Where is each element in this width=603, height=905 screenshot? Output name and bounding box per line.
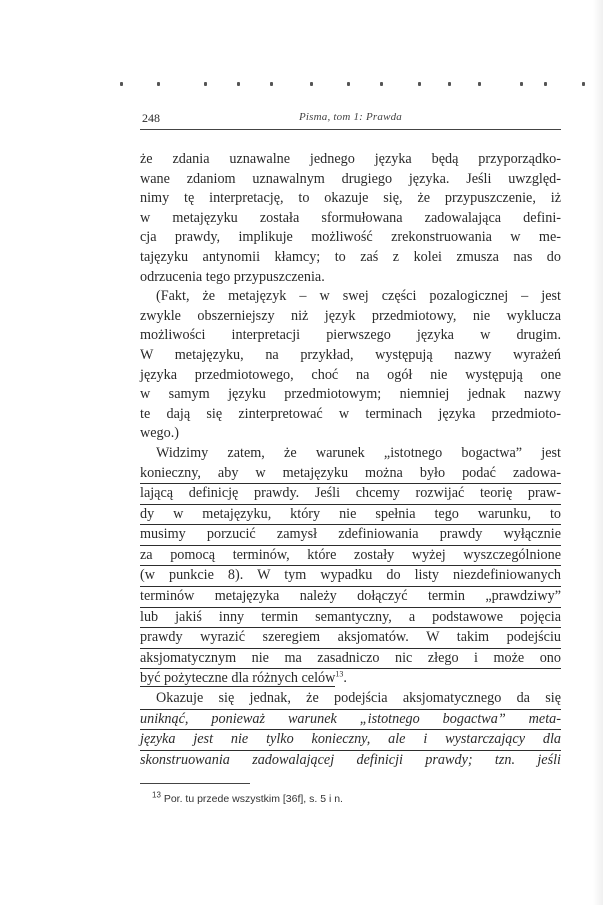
text-line: tajęzyku antynomii kłamcy; to zaś z kolei zmusza nas do <box>140 248 561 265</box>
footnote-text: Por. tu przede wszystkim [36f], s. 5 i n. <box>163 793 343 805</box>
underlined-line: dy w metajęzyku, który nie spełnia tego warunku, to <box>140 505 561 526</box>
underlined-line: lub jakiś inny termin semantyczny, a podstawowe pojęcia <box>140 608 561 629</box>
underlined-line: za pomocą terminów, które zostały wyżej wyszczególnione <box>140 546 561 567</box>
underlined-line: aksjomatycznym nie ma zasadniczo nic złego i może ono <box>140 649 561 670</box>
page-number: 248 <box>142 111 160 125</box>
paragraph-3 <box>140 444 561 689</box>
underlined-line: musimy porzucić zamysł zdefiniowania prawdy wyłącznie <box>140 525 561 546</box>
text-line: Widzimy zatem, że warunek „istotnego bogactwa” jest <box>156 444 561 461</box>
paragraph-2 <box>140 287 561 444</box>
text-line: nimy tę interpretację, to okazuje się, że przypuszczenie, iż <box>140 190 561 207</box>
body-text <box>140 150 561 770</box>
page-header <box>140 109 561 130</box>
footnote-rule <box>140 783 250 784</box>
underlined-line: (w punkcie 8). W tym wypadku do listy niezdefiniowanych <box>140 566 561 587</box>
underlined-line: uniknąć, ponieważ warunek „istotnego bogactwa” meta- <box>140 710 561 731</box>
page-edge-shadow <box>593 0 603 905</box>
text-line: że zdania uznawalne jednego języka będą przyporządko- <box>140 151 561 167</box>
running-title: Pisma, tom 1: Prawda <box>299 111 402 123</box>
footnote-marker: 13 <box>152 790 161 800</box>
text-line: możliwości interpretacji pierwszego języka w drugim. <box>140 327 561 344</box>
text-line: W metajęzyku, na przykład, występują nazwy wyrażeń <box>140 346 561 363</box>
text-line: te dają się zinterpretować w terminach języka przedmioto- <box>140 405 561 422</box>
underlined-line: prawdy wyrazić szeregiem aksjomatów. W takim podejściu <box>140 628 561 649</box>
footnote-reference: 13 <box>335 669 344 679</box>
underlined-line: terminów metajęzyka należy dołączyć termin „prawdziwy” <box>140 587 561 608</box>
underlined-line <box>140 669 561 689</box>
text-line: języka przedmiotowego, choć na ogół nie występują one <box>140 366 561 383</box>
text-line: w samym języku przedmiotowym; niemniej jednak nazwy <box>140 386 561 403</box>
underlined-line: Okazuje się jednak, że podejścia aksjomatycznego da się <box>140 689 561 710</box>
scan-margin <box>0 0 603 70</box>
underlined-line: skonstruowania zadowalającej definicji prawdy; tzn. jeśli <box>140 751 561 768</box>
footnote <box>152 790 552 805</box>
text-line: zwykle obszerniejszy niż język przedmiotowy, nie wyklucza <box>140 307 561 324</box>
underlined-line-text: być pożyteczne dla różnych celów <box>140 670 336 687</box>
text-line: wego.) <box>140 425 180 442</box>
sentence-end: . <box>343 670 347 687</box>
underlined-line: konieczny, aby w metajęzyku można było podać zadowa- <box>140 464 561 485</box>
text-line: odrzucenia tego przypuszczenia. <box>140 268 325 285</box>
text-line: (Fakt, że metajęzyk – w swej części pozalogicznej – jest <box>156 288 561 305</box>
scan-artifact-marks <box>112 76 592 96</box>
text-line: wane zdaniom uznawalnym drugiego języka. Jeśli uwzględ- <box>140 170 561 187</box>
underlined-line: lającą definicję prawdy. Jeśli chcemy rozwijać teorię praw- <box>140 484 561 505</box>
text-line: w metajęzyku została sformułowana zadowalająca defini- <box>140 209 561 226</box>
paragraph-1 <box>140 150 561 287</box>
text-line: cja prawdy, implikuje możliwość zrekonstruowania w me- <box>140 229 561 246</box>
paragraph-4 <box>140 689 561 770</box>
underlined-line: języka jest nie tylko konieczny, ale i wystarczający dla <box>140 730 561 751</box>
